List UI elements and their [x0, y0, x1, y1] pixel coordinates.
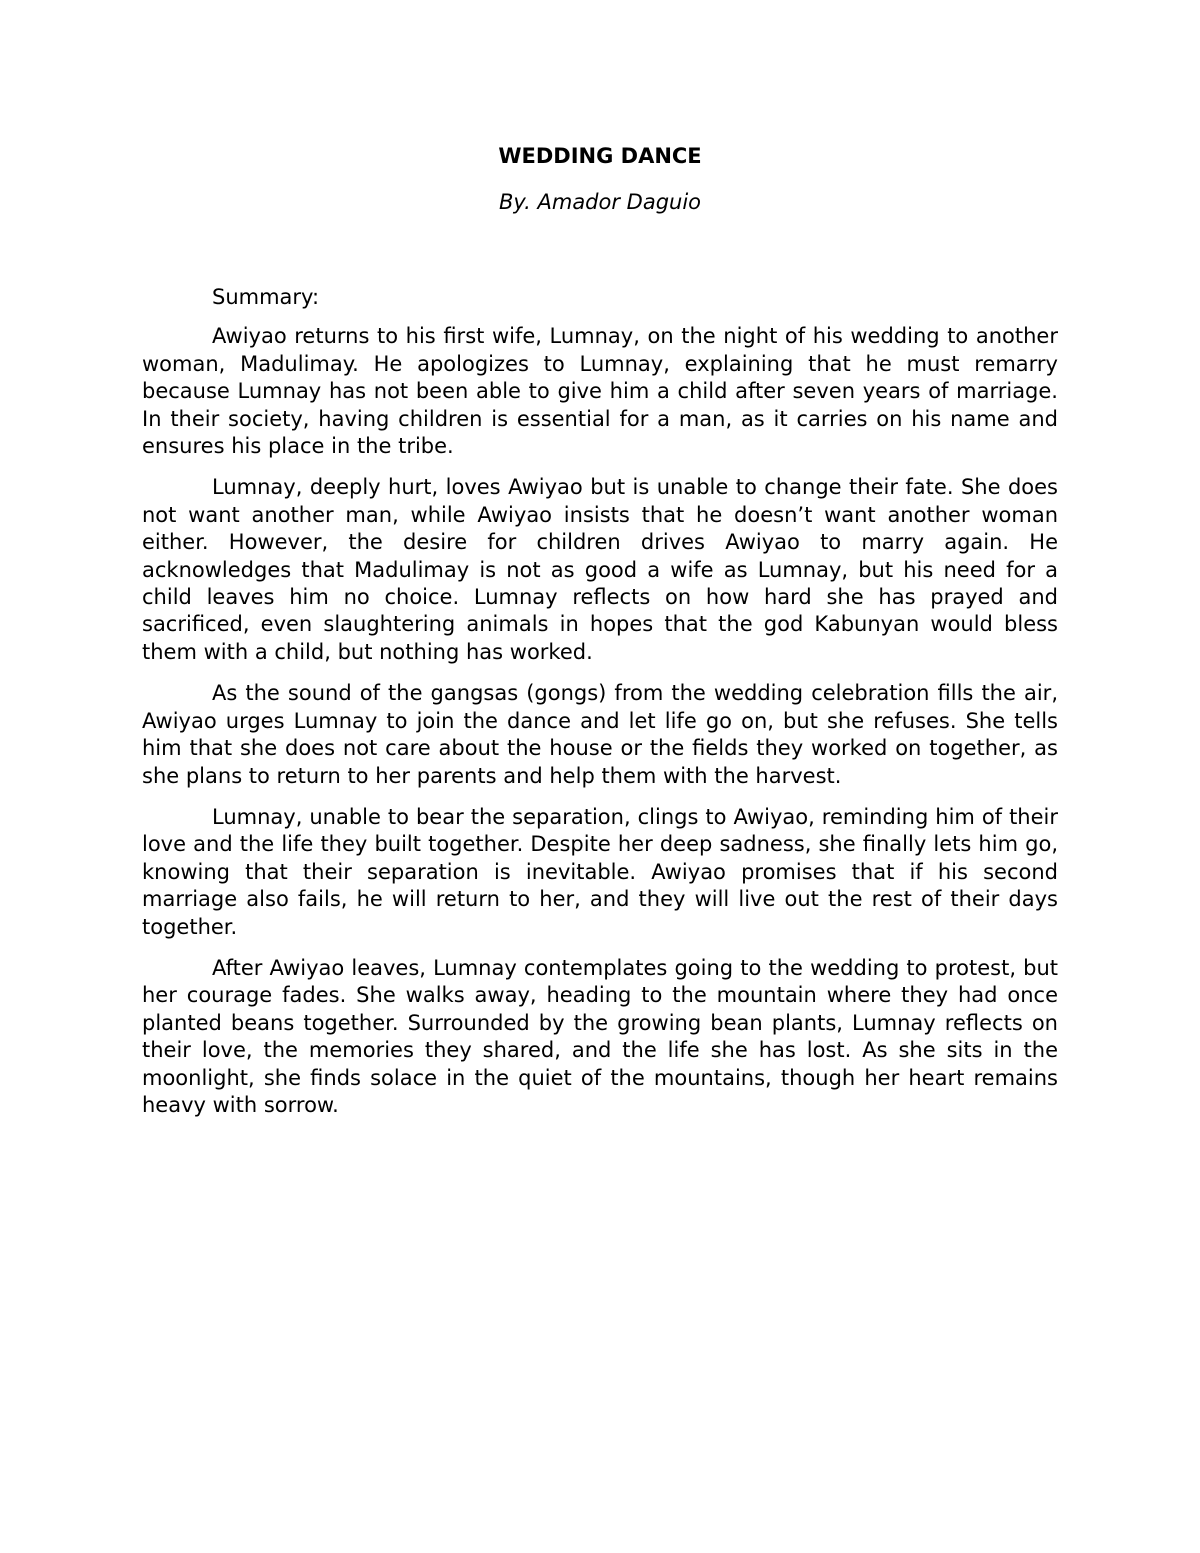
summary-paragraph-3: As the sound of the gangsas (gongs) from the wedding celebration fills the air, Awiyao urges Lumnay to join the dance and let life go on, but she refuses. She tells him that she does not care about the house or the fields they worked on together, as she plans to return to her parents and help them with the harvest. — [142, 681, 1058, 788]
document-body — [142, 284, 1058, 1133]
summary-paragraph-1: Awiyao returns to his first wife, Lumnay, on the night of his wedding to another woman, Madulimay. He apologizes to Lumnay, explaining that he must remarry because Lumnay has not been able to give him a child after seven years of marriage. In their society, having children is essential for a man, as it carries on his name and ensures his place in the tribe. — [142, 324, 1058, 459]
summary-label: Summary: — [212, 285, 320, 309]
author-byline: By. Amador Daguio — [498, 190, 702, 214]
summary-paragraph-4: Lumnay, unable to bear the separation, clings to Awiyao, reminding him of their love and the life they built together. Despite her deep sadness, she finally lets him go, knowing that their separation is inevitable. Awiyao promises that if his second marriage also fails, he will return to her, and they will live out the rest of their days together. — [142, 804, 1058, 939]
summary-paragraph-2: Lumnay, deeply hurt, loves Awiyao but is unable to change their fate. She does not want another man, while Awiyao insists that he doesn’t want another woman either. However, the desire for children drives Awiyao to marry again. He acknowledges that Madulimay is not as good a wife as Lumnay, but his need for a child leaves him no choice. Lumnay reflects on how hard she has prayed and sacrificed, even slaughtering animals in hopes that the god Kabunyan would bless them with a child, but nothing has worked. — [142, 475, 1058, 664]
document-title: WEDDING DANCE — [498, 144, 702, 168]
summary-paragraph-5: After Awiyao leaves, Lumnay contemplates going to the wedding to protest, but her courage fades. She walks away, heading to the mountain where they had once planted beans together. Surrounded by the growing bean plants, Lumnay reflects on their love, the memories they shared, and the life she has lost. As she sits in the moonlight, she finds solace in the quiet of the mountains, though her heart remains heavy with sorrow. — [142, 955, 1058, 1117]
